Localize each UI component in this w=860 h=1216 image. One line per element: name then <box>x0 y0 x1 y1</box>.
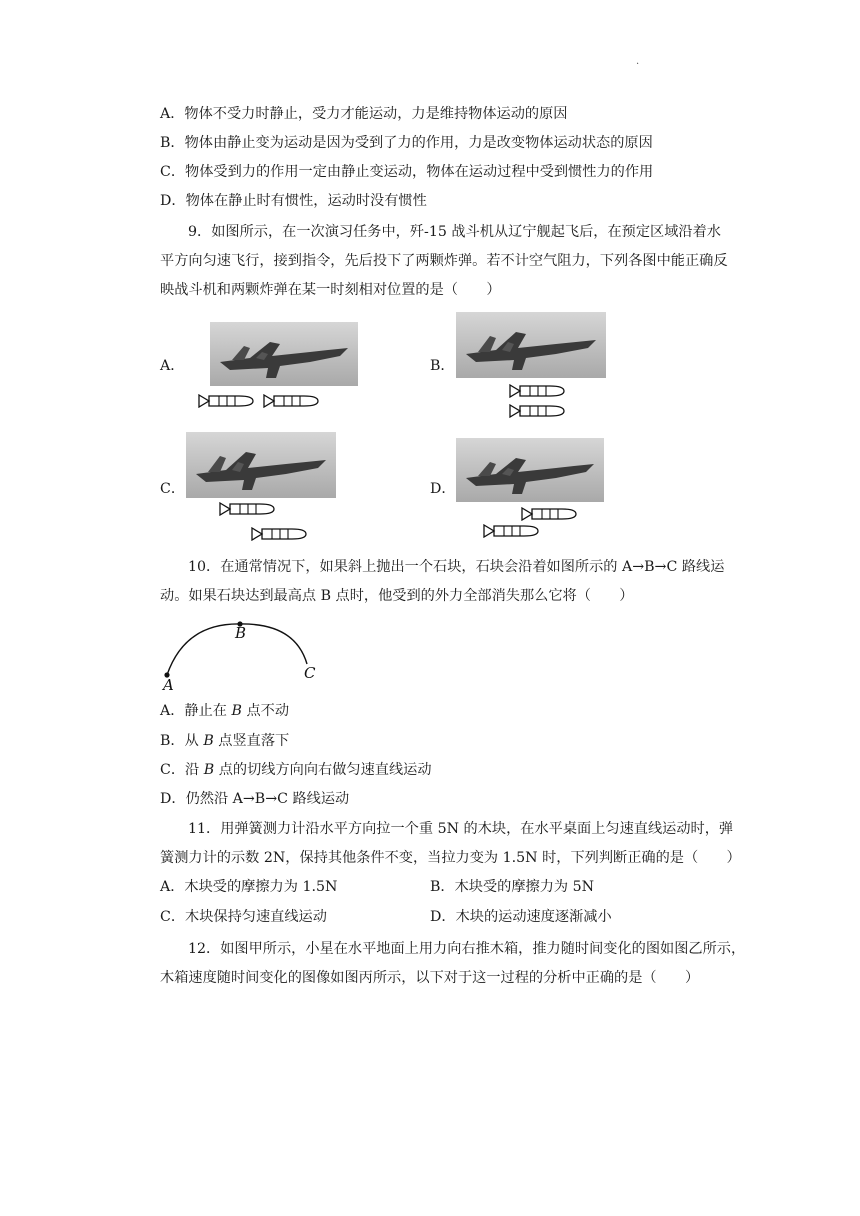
q8-option-d: D．物体在静止时有惯性，运动时没有惯性 <box>160 193 427 209</box>
q8-option-c: C．物体受到力的作用一定由静止变运动，物体在运动过程中受到惯性力的作用 <box>160 164 654 180</box>
jet-photo-a <box>210 322 358 386</box>
q11-stem-line-1: 11．用弹簧测力计沿水平方向拉一个重 5N 的木块，在水平桌面上匀速直线运动时，弹 <box>188 821 734 837</box>
jet-photo-b <box>456 312 606 378</box>
jet-photo-c <box>186 432 336 498</box>
q11-option-a: A．木块受的摩擦力为 1.5N <box>160 879 338 895</box>
q11-stem-line-2: 簧测力计的示数 2N，保持其他条件不变，当拉力变为 1.5N 时，下列判断正确的是（ ） <box>160 850 741 866</box>
q9-label-d: D． <box>430 481 456 497</box>
trajectory-diagram <box>155 618 335 694</box>
q10-option-a: A．静止在 B 点不动 <box>160 703 290 719</box>
q10-stem-line-1: 10．在通常情况下，如果斜上抛出一个石块，石块会沿着如图所示的 A→B→C 路线运 <box>188 559 725 575</box>
point-c-label: C <box>304 664 316 682</box>
q10-option-b: B．从 B 点竖直落下 <box>160 733 290 749</box>
q10-option-c: C．沿 B 点的切线方向向右做匀速直线运动 <box>160 762 432 778</box>
q9-stem-line-2: 平方向匀速飞行，接到指令，先后投下了两颗炸弹。若不计空气阻力，下列各图中能正确反 <box>160 253 728 269</box>
q12-stem-line-2: 木箱速度随时间变化的图像如图丙所示，以下对于这一过程的分析中正确的是（ ） <box>160 970 700 986</box>
q9-label-b: B． <box>430 358 455 374</box>
bomb-icon <box>508 384 566 398</box>
q12-stem-line-1: 12．如图甲所示，小星在水平地面上用力向右推木箱，推力随时间变化的图如图乙所示， <box>188 941 746 957</box>
bomb-icon <box>218 502 276 516</box>
q8-option-b: B．物体由静止变为运动是因为受到了力的作用，力是改变物体运动状态的原因 <box>160 135 653 151</box>
q8-option-a: A．物体不受力时静止，受力才能运动，力是维持物体运动的原因 <box>160 106 568 122</box>
jet-icon <box>186 432 336 498</box>
q9-label-a: A． <box>160 358 185 374</box>
point-a-label: A <box>163 676 174 694</box>
point-b-label: B <box>235 624 247 642</box>
q9-label-c: C． <box>160 481 186 497</box>
q9-stem-line-1: 9．如图所示，在一次演习任务中，歼-15 战斗机从辽宁舰起飞后，在预定区域沿着水 <box>188 224 721 240</box>
bomb-icon <box>250 527 308 541</box>
jet-photo-d <box>456 438 604 502</box>
jet-icon <box>210 322 358 386</box>
bomb-icon <box>508 404 566 418</box>
q10-option-d: D．仍然沿 A→B→C 路线运动 <box>160 791 350 807</box>
bomb-icon <box>262 394 320 408</box>
q11-option-b: B．木块受的摩擦力为 5N <box>430 879 595 895</box>
jet-icon <box>456 312 606 378</box>
q11-option-c: C．木块保持匀速直线运动 <box>160 909 327 925</box>
q11-option-d: D．木块的运动速度逐渐减小 <box>430 909 612 925</box>
q9-stem-line-3: 映战斗机和两颗炸弹在某一时刻相对位置的是（ ） <box>160 282 501 298</box>
jet-icon <box>456 438 604 502</box>
bomb-icon <box>520 507 578 521</box>
bomb-icon <box>197 394 255 408</box>
bomb-icon <box>482 524 540 538</box>
q10-stem-line-2: 动。如果石块达到最高点 B 点时，他受到的外力全部消失那么它将（ ） <box>160 588 634 604</box>
page-marker: . <box>636 56 640 67</box>
